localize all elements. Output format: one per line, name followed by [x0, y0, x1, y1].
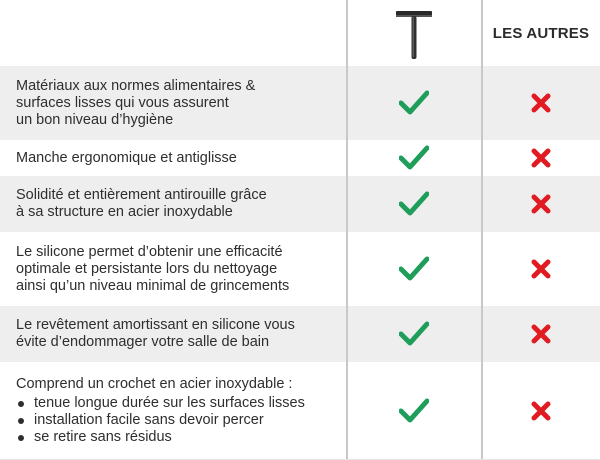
feature-line: Solidité et entièrement antirouille grâce	[16, 187, 267, 203]
feature-line: Comprend un crochet en acier inoxydable :	[16, 375, 293, 392]
ours-cell	[346, 232, 482, 306]
bullet-item: se retire sans résidus	[18, 429, 346, 446]
header-feature-cell	[0, 0, 346, 66]
feature-text	[0, 306, 346, 362]
column-divider	[481, 0, 483, 460]
ours-cell	[346, 306, 482, 362]
ours-cell	[346, 140, 482, 176]
table-row	[0, 176, 600, 232]
feature-text	[0, 232, 346, 306]
feature-line: optimale et persistante lors du nettoyage	[16, 260, 278, 277]
feature-line: Manche ergonomique et antiglisse	[16, 149, 237, 166]
green-check-icon	[399, 256, 429, 282]
green-check-icon	[399, 191, 429, 217]
table-row	[0, 362, 600, 459]
bullet-item: tenue longue durée sur les surfaces lisses	[18, 395, 346, 412]
feature-line: surfaces lisses qui vous assurent	[16, 94, 229, 111]
feature-line: évite d’endommager votre salle de bain	[16, 334, 270, 350]
feature-text	[0, 176, 346, 232]
feature-line: Le revêtement amortissant en silicone vous	[16, 317, 295, 333]
others-cell	[482, 232, 600, 306]
red-cross-icon	[531, 324, 551, 344]
ours-cell	[346, 362, 482, 459]
header-ours-cell	[346, 0, 482, 66]
red-cross-icon	[531, 401, 551, 421]
feature-bullet-list	[16, 395, 346, 446]
red-cross-icon	[531, 148, 551, 168]
red-cross-icon	[531, 259, 551, 279]
ours-cell	[346, 176, 482, 232]
green-check-icon	[399, 145, 429, 171]
table-row	[0, 66, 600, 140]
red-cross-icon	[531, 194, 551, 214]
red-cross-icon	[531, 93, 551, 113]
others-cell	[482, 140, 600, 176]
feature-text	[0, 362, 346, 459]
others-cell	[482, 176, 600, 232]
squeegee-icon	[394, 5, 434, 61]
green-check-icon	[399, 398, 429, 424]
others-cell	[482, 362, 600, 459]
feature-line: Le silicone permet d’obtenir une efficacité	[16, 243, 283, 260]
others-cell	[482, 306, 600, 362]
feature-line: Matériaux aux normes alimentaires &	[16, 77, 256, 94]
feature-line: à sa structure en acier inoxydable	[16, 204, 233, 220]
feature-line: un bon niveau d’hygiène	[16, 111, 174, 128]
table-row	[0, 232, 600, 306]
others-cell	[482, 66, 600, 140]
green-check-icon	[399, 321, 429, 347]
feature-text	[0, 140, 346, 176]
others-header-label: LES AUTRES	[492, 24, 590, 42]
feature-text	[0, 66, 346, 140]
bullet-item: installation facile sans devoir percer	[18, 412, 346, 429]
header-row	[0, 0, 600, 66]
header-others-cell	[482, 0, 600, 66]
column-divider	[346, 0, 348, 460]
table-row	[0, 140, 600, 176]
table-row	[0, 306, 600, 362]
ours-cell	[346, 66, 482, 140]
feature-line: ainsi qu’un niveau minimal de grincements	[16, 277, 290, 294]
green-check-icon	[399, 90, 429, 116]
